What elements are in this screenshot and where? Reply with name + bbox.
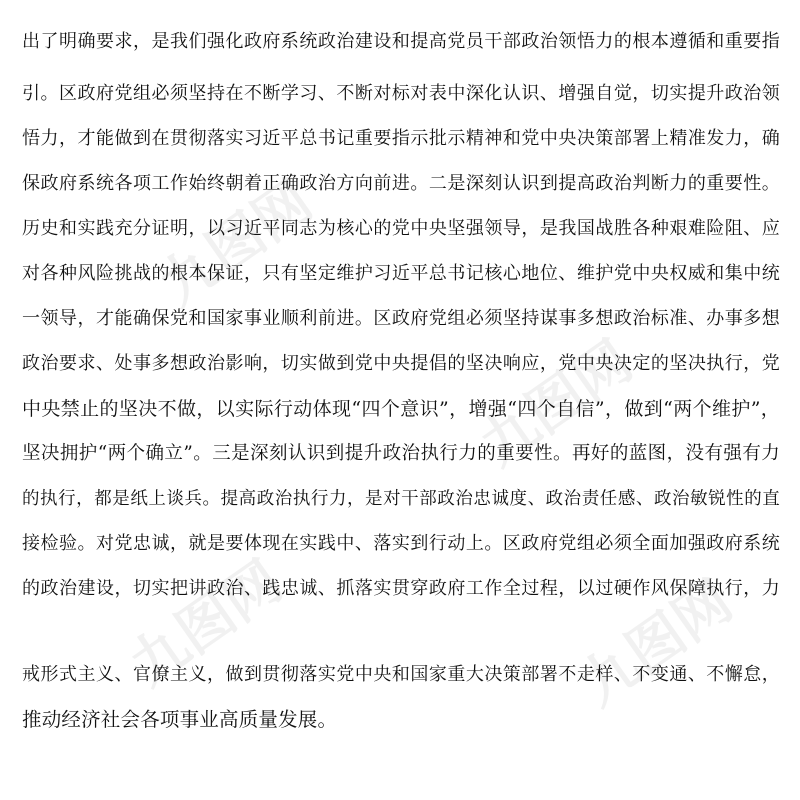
watermark: 九图网 bbox=[149, 168, 325, 319]
paragraph-line: 政治要求、处事多想政治影响，切实做到党中央提倡的坚决响应，党中央决定的坚决执行，党 bbox=[22, 353, 780, 374]
paragraph-line: 接检验。对党忠诚，就是要体现在实践中、落实到行动上。区政府党组必须全面加强政府系统 bbox=[22, 533, 780, 554]
paragraph-line: 对各种风险挑战的根本保证，只有坚定维护习近平总书记核心地位、维护党中央权威和集中统 bbox=[22, 263, 780, 284]
paragraph-line: 的政治建设，切实把讲政治、践忠诚、抓落实贯穿政府工作全过程，以过硬作风保障执行，力 bbox=[22, 578, 780, 599]
paragraph-line: 引。区政府党组必须坚持在不断学习、不断对标对表中深化认识、增强自觉，切实提升政治领 bbox=[22, 83, 780, 104]
paragraph-line: 出了明确要求，是我们强化政府系统政治建设和提高党员干部政治领悟力的根本遵循和重要指 bbox=[22, 31, 780, 52]
watermark: 九图网 bbox=[119, 548, 295, 699]
watermark: 九图网 bbox=[569, 568, 745, 719]
paragraph-line: 中央禁止的坚决不做，以实际行动体现“四个意识”，增强“四个自信”，做到“两个维护”， bbox=[22, 398, 780, 420]
paragraph-line: 戒形式主义、官僚主义，做到贯彻落实党中央和国家重大决策部署不走样、不变通、不懈怠， bbox=[22, 664, 780, 685]
watermark: 九图网 bbox=[469, 328, 645, 479]
paragraph-line: 坚决拥护“两个确立”。三是深刻认识到提升政治执行力的重要性。再好的蓝图，没有强有力 bbox=[22, 443, 780, 464]
paragraph-line: 历史和实践充分证明，以习近平同志为核心的党中央坚强领导，是我国战胜各种艰难险阻、应 bbox=[22, 218, 780, 239]
paragraph-line: 悟力，才能做到在贯彻落实习近平总书记重要指示批示精神和党中央决策部署上精准发力，确 bbox=[22, 128, 780, 149]
paragraph-line: 推动经济社会各项事业高质量发展。 bbox=[22, 708, 338, 731]
paragraph-line: 一领导，才能确保党和国家事业顺利前进。区政府党组必须坚持谋事多想政治标准、办事多想 bbox=[22, 308, 780, 329]
paragraph-line: 的执行，都是纸上谈兵。提高政治执行力，是对干部政治忠诚度、政治责任感、政治敏锐性的直 bbox=[22, 489, 780, 509]
paragraph-line: 保政府系统各项工作始终朝着正确政治方向前进。二是深刻认识到提高政治判断力的重要性。 bbox=[22, 173, 780, 194]
